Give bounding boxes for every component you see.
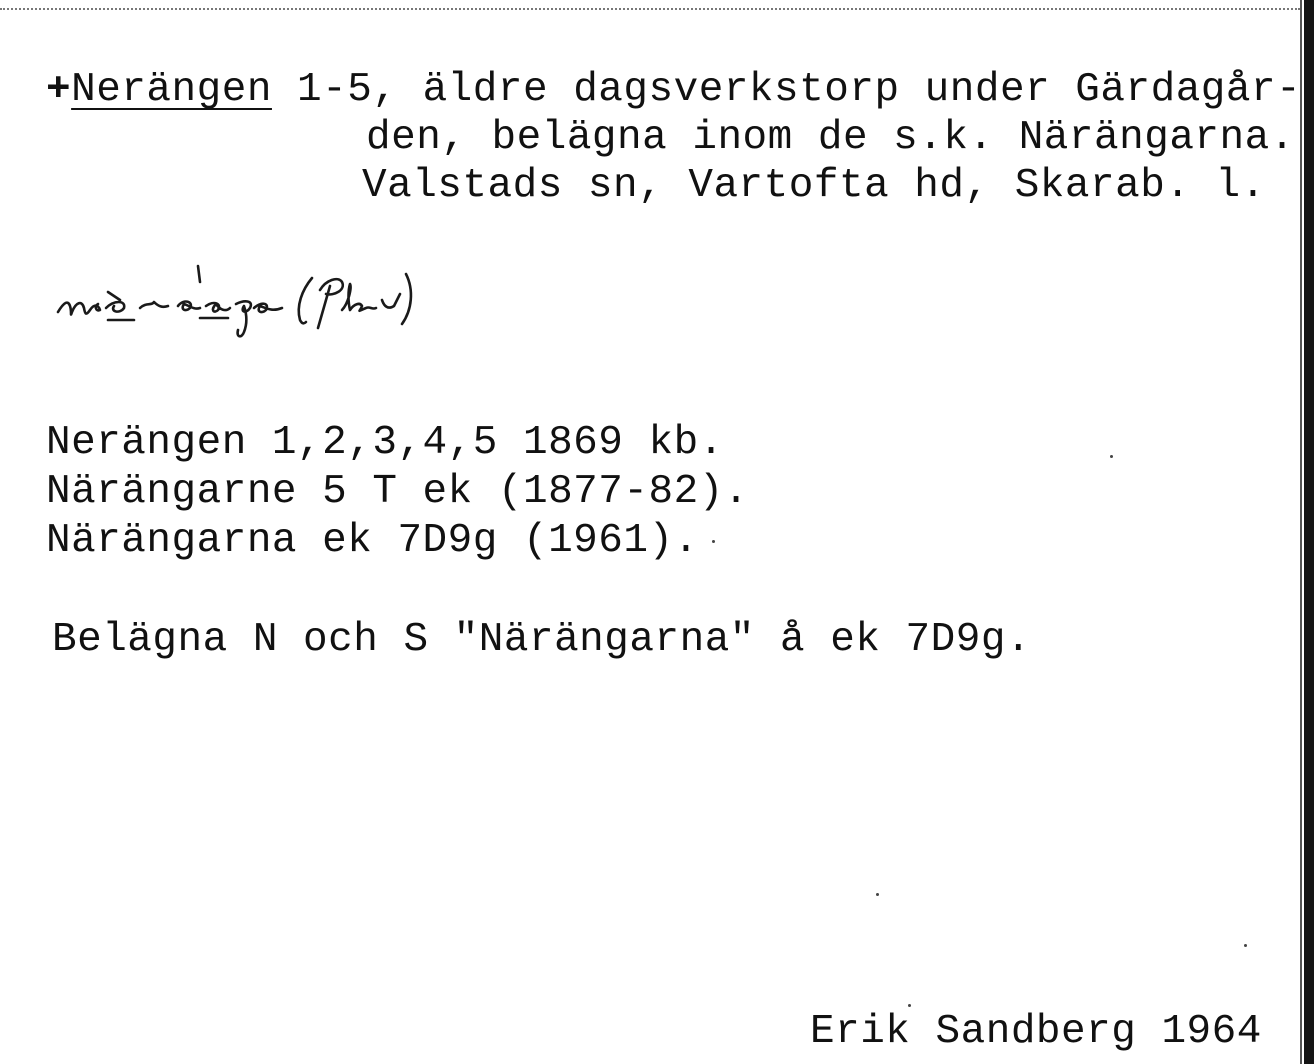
signature: Erik Sandberg 1964 xyxy=(810,1009,1262,1055)
source-line: Närängarne 5 T ek (1877-82). xyxy=(46,469,749,515)
paper-speck xyxy=(1244,944,1247,947)
handwritten-pronunciation xyxy=(50,250,570,350)
paper-speck xyxy=(712,540,715,543)
paper-speck xyxy=(876,893,879,896)
source-line: Nerängen 1,2,3,4,5 1869 kb. xyxy=(46,420,724,466)
paper-speck xyxy=(908,1004,911,1007)
source-line: Närängarna ek 7D9g (1961). xyxy=(46,518,699,564)
card-right-edge xyxy=(1304,0,1314,1064)
headword-marker: + xyxy=(46,67,72,113)
heading-rest: 1-5, äldre dagsverkstorp under Gärdagår- xyxy=(271,67,1302,113)
location-note: Belägna N och S "Närängarna" å ek 7D9g. xyxy=(52,617,1032,663)
card-top-edge xyxy=(0,0,1300,10)
headword: Nerängen xyxy=(71,67,272,113)
heading-line xyxy=(46,67,1302,113)
heading-continuation-2: Valstads sn, Vartofta hd, Skarab. l. xyxy=(362,163,1266,209)
heading-continuation-1: den, belägna inom de s.k. Närängarna. xyxy=(366,115,1295,161)
paper-speck xyxy=(1110,455,1113,458)
card-right-edge-line xyxy=(1300,0,1302,1064)
